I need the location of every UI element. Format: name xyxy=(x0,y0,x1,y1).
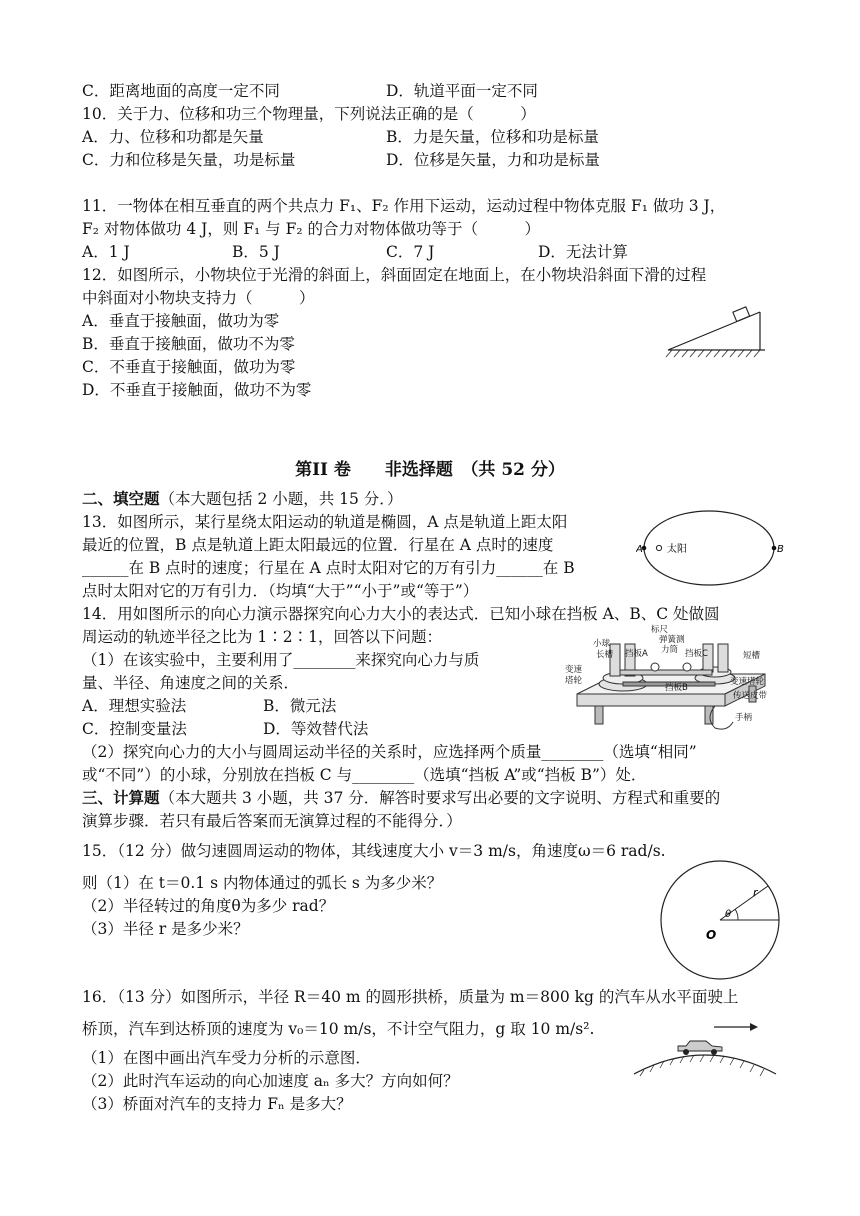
question-14-sub2: （2）探究向心力的大小与圆周运动半径的关系时，应选择两个质量________（选填“相同” xyxy=(82,743,697,761)
section-3-heading: 三、计算题 xyxy=(82,788,160,807)
section-2-heading-row xyxy=(82,488,403,510)
device-label-scale: 标尺 xyxy=(651,625,669,635)
option-b-q11: B．5 J xyxy=(232,243,280,261)
option-b-q14: B．微元法 xyxy=(263,697,337,715)
device-label-variable-1: 变速 xyxy=(565,665,583,675)
section-3-heading-row xyxy=(82,787,720,809)
device-label-variable-2: 塔轮 xyxy=(565,676,583,686)
question-16-line2: 桥顶，汽车到达桥顶的速度为 v₀＝10 m/s，不计空气阻力，g 取 10 m/s². xyxy=(82,1020,595,1038)
option-d-q9: D．轨道平面一定不同 xyxy=(386,82,538,100)
question-15-line1: 15．（12 分）做匀速圆周运动的物体，其线速度大小 v＝3 m/s，角速度ω＝6 rad/s. xyxy=(82,842,666,860)
bridge-figure xyxy=(630,1018,780,1078)
question-15-sub3: （3）半径 r 是多少米？ xyxy=(82,920,249,938)
option-c-q9: C．距离地面的高度一定不同 xyxy=(82,82,280,100)
question-15-sub2: （2）半径转过的角度θ为多少 rad？ xyxy=(82,897,335,915)
option-c-q11: C．7 J xyxy=(386,243,435,261)
circle-figure xyxy=(656,856,786,986)
device-label-spring-1: 弹簧测 xyxy=(659,635,685,645)
option-c-q12: C．不垂直于接触面，做功为零 xyxy=(82,358,296,376)
device-label-long-slot: 长槽 xyxy=(596,650,614,660)
option-d-q12: D．不垂直于接触面，做功不为零 xyxy=(82,381,312,399)
question-13-line4: 点时太阳对它的万有引力．（均填“大于”“小于”或“等于”） xyxy=(82,582,479,600)
option-c-q14: C．控制变量法 xyxy=(82,720,187,738)
device-label-variable-wheel: 变速塔轮 xyxy=(730,677,765,687)
question-13-line2: 最近的位置，B 点是轨道上距太阳最远的位置．行星在 A 点时的速度 xyxy=(82,536,554,554)
device-label-belt: 传送皮带 xyxy=(733,691,768,701)
option-b-q12: B．垂直于接触面，做功不为零 xyxy=(82,335,295,353)
question-15-sub1: 则（1）在 t＝0.1 s 内物体通过的弧长 s 为多少米？ xyxy=(82,874,443,892)
option-d-q11: D．无法计算 xyxy=(538,243,628,261)
question-10: 10．关于力、位移和功三个物理量，下列说法正确的是（ ） xyxy=(82,105,536,123)
question-11-line2: F₂ 对物体做功 4 J，则 F₁ 与 F₂ 的合力对物体做功等于（ ） xyxy=(82,220,540,238)
question-14-sub1: （1）在该实验中，主要利用了________来探究向心力与质 xyxy=(82,651,480,669)
point-a-label: A xyxy=(636,544,643,555)
question-14-line1: 14．用如图所示的向心力演示器探究向心力大小的表达式．已知小球在挡板 A、B、C 处做圆 xyxy=(82,605,720,623)
option-d-q10: D．位移是矢量，力和功是标量 xyxy=(386,151,600,169)
theta-label: θ xyxy=(725,909,732,920)
question-16-sub3: （3）桥面对汽车的支持力 Fₙ 是多大？ xyxy=(82,1095,352,1113)
option-a-q10: A．力、位移和功都是矢量 xyxy=(82,128,264,146)
question-16-sub2: （2）此时汽车运动的向心加速度 aₙ 多大？方向如何？ xyxy=(82,1072,459,1090)
device-label-ball: 小球 xyxy=(593,639,611,649)
question-14-sub2-cont: 或“不同”）的小球，分别放在挡板 C 与________（选填“挡板 A”或“挡板 B”）处． xyxy=(82,766,647,784)
section-3-note: （本大题共 3 小题，共 37 分．解答时要求写出必要的文字说明、方程式和重要的 xyxy=(159,789,721,807)
centripetal-force-device-figure xyxy=(565,622,780,734)
section-2-heading: 二、填空题 xyxy=(82,489,160,508)
radius-label: r xyxy=(753,886,758,899)
section-3-note-cont: 演算步骤．若只有最后答案而无演算过程的不能得分．） xyxy=(82,812,462,830)
device-label-baffle-c: 挡板C xyxy=(685,649,708,659)
option-b-q10: B．力是矢量，位移和功是标量 xyxy=(386,128,599,146)
question-14-line2: 周运动的轨迹半径之比为 1∶2∶1，回答以下问题： xyxy=(82,628,443,646)
device-label-handle: 手柄 xyxy=(735,713,753,723)
question-11-line1: 11．一物体在相互垂直的两个共点力 F₁、F₂ 作用下运动，运动过程中物体克服 F₁ 做功 3 J， xyxy=(82,197,726,215)
sun-label: 太阳 xyxy=(667,544,687,555)
question-13-line1: 13．如图所示，某行星绕太阳运动的轨道是椭圆，A 点是轨道上距太阳 xyxy=(82,513,568,531)
question-12-line1: 12．如图所示，小物块位于光滑的斜面上，斜面固定在地面上，在小物块沿斜面下滑的过程 xyxy=(82,266,707,284)
option-d-q14: D．等效替代法 xyxy=(263,720,369,738)
point-b-label: B xyxy=(777,544,784,555)
option-a-q11: A．1 J xyxy=(82,243,130,261)
incline-figure xyxy=(660,300,770,360)
device-label-baffle-b: 挡板B xyxy=(665,683,688,693)
orbit-figure xyxy=(636,506,786,591)
question-16-sub1: （1）在图中画出汽车受力分析的示意图． xyxy=(82,1049,371,1067)
option-a-q12: A．垂直于接触面，做功为零 xyxy=(82,312,280,330)
question-12-line2: 中斜面对小物块支持力（ ） xyxy=(82,289,315,307)
device-label-spring-2: 力筒 xyxy=(661,645,679,655)
section-2-note: （本大题包括 2 小题，共 15 分．） xyxy=(159,490,403,508)
question-16-line1: 16．（13 分）如图所示，半径 R＝40 m 的圆形拱桥，质量为 m＝800 kg 的汽车从水平面驶上 xyxy=(82,988,739,1006)
origin-label: O xyxy=(706,928,717,942)
option-c-q10: C．力和位移是矢量，功是标量 xyxy=(82,151,296,169)
question-14-sub1-cont: 量、半径、角速度之间的关系． xyxy=(82,674,300,692)
device-label-short-slot: 短槽 xyxy=(743,651,761,661)
question-13-line3: ______在 B 点时的速度；行星在 A 点时太阳对它的万有引力______在 B xyxy=(82,559,575,577)
option-a-q14: A．理想实验法 xyxy=(82,697,187,715)
device-label-baffle-a: 挡板A xyxy=(625,649,648,659)
section-title: 第II 卷 非选择题 （共 52 分） xyxy=(295,460,565,480)
